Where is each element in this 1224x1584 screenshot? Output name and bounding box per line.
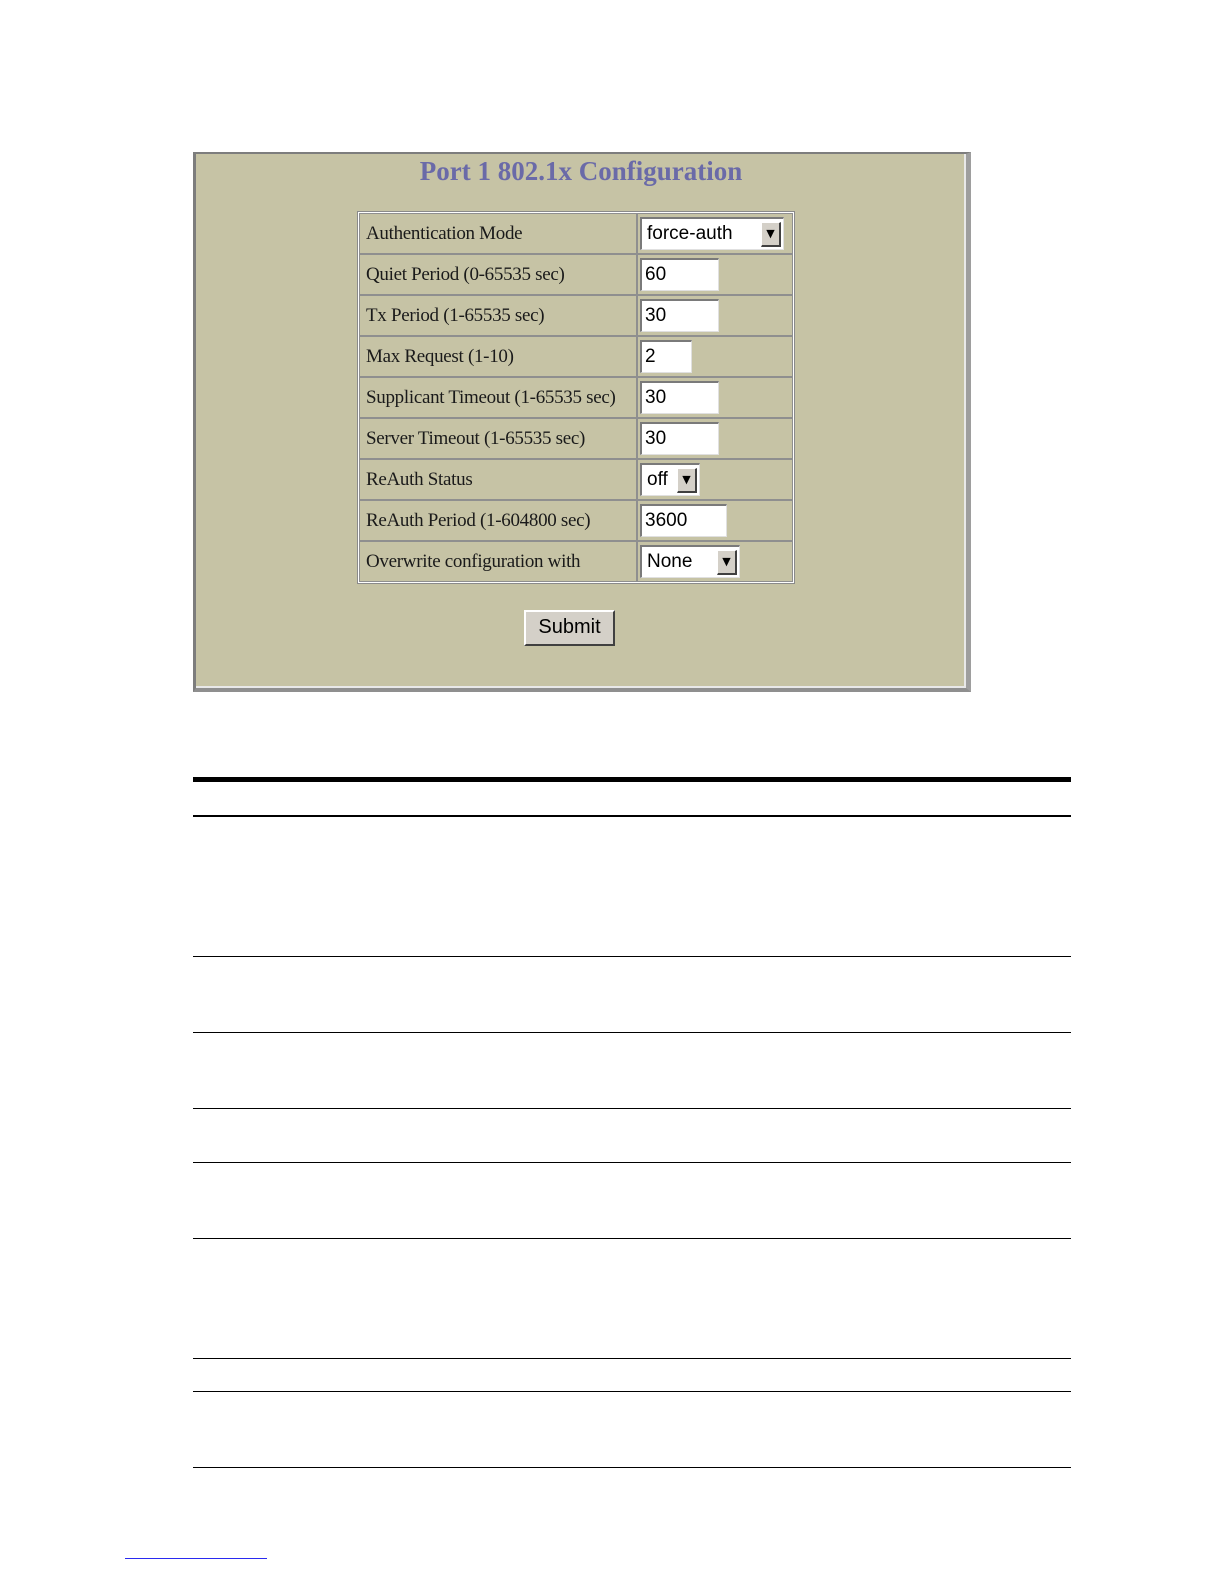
- chevron-down-icon[interactable]: ▼: [717, 550, 737, 575]
- table-row-divider: [193, 1358, 1071, 1359]
- tx-period-label: Tx Period (1-65535 sec): [359, 295, 637, 336]
- footnote-rule: [125, 1558, 267, 1559]
- auth-mode-label: Authentication Mode: [359, 213, 637, 254]
- table-row: [359, 459, 793, 500]
- table-row: [359, 336, 793, 377]
- table-header-rule: [193, 815, 1071, 817]
- quiet-period-label: Quiet Period (0-65535 sec): [359, 254, 637, 295]
- table-row: [359, 541, 793, 582]
- table-row: [359, 500, 793, 541]
- overwrite-config-label: Overwrite configuration with: [359, 541, 637, 582]
- table-top-rule: [193, 777, 1071, 782]
- table-row: [359, 254, 793, 295]
- table-row: [359, 213, 793, 254]
- reauth-period-input[interactable]: 3600: [640, 504, 727, 537]
- table-row-divider: [193, 1032, 1071, 1033]
- chevron-down-icon[interactable]: ▼: [677, 468, 697, 493]
- table-row: [359, 377, 793, 418]
- port-8021x-config-panel: [193, 152, 971, 692]
- server-timeout-input[interactable]: 30: [640, 422, 719, 455]
- tx-period-input[interactable]: 30: [640, 299, 719, 332]
- reauth-period-label: ReAuth Period (1-604800 sec): [359, 500, 637, 541]
- table-row-divider: [193, 1162, 1071, 1163]
- overwrite-config-select[interactable]: None ▼: [640, 545, 740, 578]
- supplicant-timeout-label: Supplicant Timeout (1-65535 sec): [359, 377, 637, 418]
- table-bottom-rule: [193, 1467, 1071, 1468]
- table-row: [359, 295, 793, 336]
- table-row: [359, 418, 793, 459]
- page-title: Port 1 802.1x Configuration: [419, 156, 743, 186]
- auth-mode-select[interactable]: force-auth ▼: [640, 217, 784, 250]
- supplicant-timeout-input[interactable]: 30: [640, 381, 719, 414]
- table-row-divider: [193, 1391, 1071, 1392]
- chevron-down-icon[interactable]: ▼: [761, 222, 781, 247]
- reauth-status-select[interactable]: off ▼: [640, 463, 700, 496]
- reauth-status-label: ReAuth Status: [359, 459, 637, 500]
- table-row-divider: [193, 956, 1071, 957]
- table-row-divider: [193, 1238, 1071, 1239]
- max-request-label: Max Request (1-10): [359, 336, 637, 377]
- server-timeout-label: Server Timeout (1-65535 sec): [359, 418, 637, 459]
- submit-button[interactable]: Submit: [524, 610, 615, 646]
- config-table: [358, 212, 794, 583]
- max-request-input[interactable]: 2: [640, 340, 692, 373]
- quiet-period-input[interactable]: 60: [640, 258, 719, 291]
- table-row-divider: [193, 1108, 1071, 1109]
